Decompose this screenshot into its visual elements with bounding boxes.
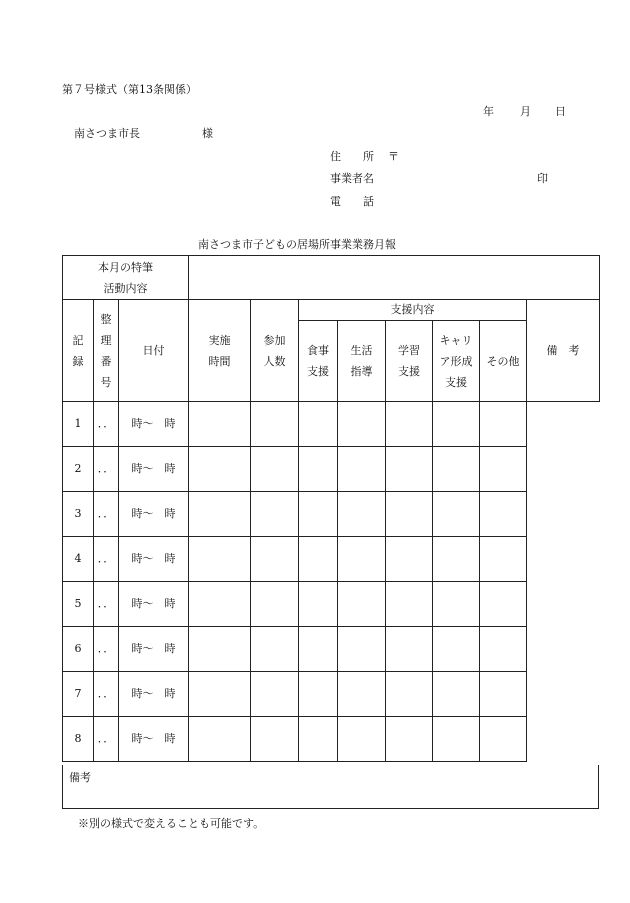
row-life-guidance[interactable]	[299, 582, 338, 627]
row-meal-support[interactable]	[251, 582, 299, 627]
row-participants[interactable]	[189, 627, 251, 672]
row-meal-support[interactable]	[251, 537, 299, 582]
col-life-guidance: 生活 指導	[338, 321, 386, 402]
row-number: 4	[63, 537, 94, 582]
row-meal-support[interactable]	[251, 627, 299, 672]
row-study-support[interactable]	[338, 672, 386, 717]
row-time[interactable]: 時～ 時	[119, 447, 189, 492]
record-label: 記 録	[63, 300, 94, 402]
operator-name-label: 事業者名	[330, 172, 374, 185]
row-time[interactable]: 時～ 時	[119, 402, 189, 447]
row-number: 8	[63, 717, 94, 762]
row-number: 6	[63, 627, 94, 672]
row-participants[interactable]	[189, 537, 251, 582]
remarks-footer-label: 備考	[69, 771, 91, 784]
row-participants[interactable]	[189, 582, 251, 627]
row-date[interactable]: ．．	[94, 537, 119, 582]
row-other[interactable]	[433, 537, 480, 582]
col-participants-header: 参加 人数	[251, 300, 299, 402]
table-row	[63, 717, 600, 762]
col-time-header: 実施 時間	[189, 300, 251, 402]
row-time[interactable]: 時～ 時	[119, 672, 189, 717]
row-meal-support[interactable]	[251, 672, 299, 717]
row-career-support[interactable]	[386, 537, 433, 582]
table-row	[63, 402, 600, 447]
honorific: 様	[202, 127, 213, 140]
date-day-label: 日	[555, 105, 566, 118]
date-year-label: 年	[483, 105, 494, 118]
table-row	[63, 492, 600, 537]
date-month-label: 月	[520, 105, 531, 118]
row-remarks[interactable]	[480, 537, 527, 582]
postal-mark: 〒	[388, 150, 399, 163]
row-date[interactable]: ．．	[94, 627, 119, 672]
row-participants[interactable]	[189, 717, 251, 762]
special-activities-label: 本月の特筆 活動内容	[63, 256, 189, 300]
row-other[interactable]	[433, 492, 480, 537]
row-other[interactable]	[433, 582, 480, 627]
row-meal-support[interactable]	[251, 447, 299, 492]
table-row	[63, 537, 600, 582]
col-career-support: キャリ ア形成 支援	[433, 321, 480, 402]
row-participants[interactable]	[189, 672, 251, 717]
row-time[interactable]: 時～ 時	[119, 627, 189, 672]
row-time[interactable]: 時～ 時	[119, 537, 189, 582]
row-date[interactable]: ．．	[94, 447, 119, 492]
row-other[interactable]	[433, 627, 480, 672]
monthly-report-table	[62, 255, 600, 762]
row-date[interactable]: ．．	[94, 582, 119, 627]
row-remarks[interactable]	[480, 717, 527, 762]
row-life-guidance[interactable]	[299, 492, 338, 537]
row-time[interactable]: 時～ 時	[119, 717, 189, 762]
form-number: 第７号様式（第13条関係）	[62, 83, 197, 96]
row-number: 3	[63, 492, 94, 537]
row-participants[interactable]	[189, 447, 251, 492]
row-career-support[interactable]	[386, 447, 433, 492]
row-career-support[interactable]	[386, 402, 433, 447]
row-remarks[interactable]	[480, 447, 527, 492]
row-career-support[interactable]	[386, 627, 433, 672]
row-number: 1	[63, 402, 94, 447]
row-time[interactable]: 時～ 時	[119, 492, 189, 537]
row-meal-support[interactable]	[251, 717, 299, 762]
row-date[interactable]: ．．	[94, 402, 119, 447]
row-meal-support[interactable]	[251, 492, 299, 537]
remarks-footer-box[interactable]	[62, 765, 599, 809]
col-remarks-header: 備 考	[527, 300, 600, 402]
row-number: 2	[63, 447, 94, 492]
table-row	[63, 672, 600, 717]
col-other: その他	[480, 321, 527, 402]
row-remarks[interactable]	[480, 582, 527, 627]
row-study-support[interactable]	[338, 402, 386, 447]
row-date[interactable]: ．．	[94, 492, 119, 537]
report-title: 南さつま市子どもの居場所事業業務月報	[198, 238, 396, 251]
row-date[interactable]: ．．	[94, 717, 119, 762]
row-remarks[interactable]	[480, 627, 527, 672]
table-row	[63, 627, 600, 672]
row-number: 5	[63, 582, 94, 627]
row-study-support[interactable]	[338, 717, 386, 762]
table-row	[63, 447, 600, 492]
row-career-support[interactable]	[386, 582, 433, 627]
row-life-guidance[interactable]	[299, 672, 338, 717]
row-date[interactable]: ．．	[94, 672, 119, 717]
special-activities-field[interactable]	[189, 256, 600, 300]
row-remarks[interactable]	[480, 672, 527, 717]
col-date-header: 日付	[119, 300, 189, 402]
row-other[interactable]	[433, 672, 480, 717]
addressee: 南さつま市長	[74, 127, 140, 140]
phone-label: 電 話	[330, 195, 374, 208]
col-study-support: 学習 支援	[386, 321, 433, 402]
row-study-support[interactable]	[338, 447, 386, 492]
row-study-support[interactable]	[338, 537, 386, 582]
row-life-guidance[interactable]	[299, 627, 338, 672]
row-number: 7	[63, 672, 94, 717]
row-meal-support[interactable]	[251, 402, 299, 447]
row-career-support[interactable]	[386, 717, 433, 762]
address-label: 住 所	[330, 150, 374, 163]
row-remarks[interactable]	[480, 402, 527, 447]
row-other[interactable]	[433, 447, 480, 492]
row-participants[interactable]	[189, 492, 251, 537]
row-participants[interactable]	[189, 402, 251, 447]
seal-mark: 印	[537, 172, 548, 185]
row-study-support[interactable]	[338, 582, 386, 627]
col-number-header: 整 理 番 号	[94, 300, 119, 402]
row-career-support[interactable]	[386, 492, 433, 537]
row-life-guidance[interactable]	[299, 717, 338, 762]
row-study-support[interactable]	[338, 492, 386, 537]
row-remarks[interactable]	[480, 492, 527, 537]
row-career-support[interactable]	[386, 672, 433, 717]
row-study-support[interactable]	[338, 627, 386, 672]
col-meal-support: 食事 支援	[299, 321, 338, 402]
row-life-guidance[interactable]	[299, 447, 338, 492]
row-other[interactable]	[433, 402, 480, 447]
row-life-guidance[interactable]	[299, 537, 338, 582]
row-life-guidance[interactable]	[299, 402, 338, 447]
row-other[interactable]	[433, 717, 480, 762]
row-time[interactable]: 時～ 時	[119, 582, 189, 627]
footnote: ※別の様式で変えることも可能です。	[78, 817, 265, 830]
support-group-header: 支援内容	[299, 300, 527, 321]
table-row	[63, 582, 600, 627]
